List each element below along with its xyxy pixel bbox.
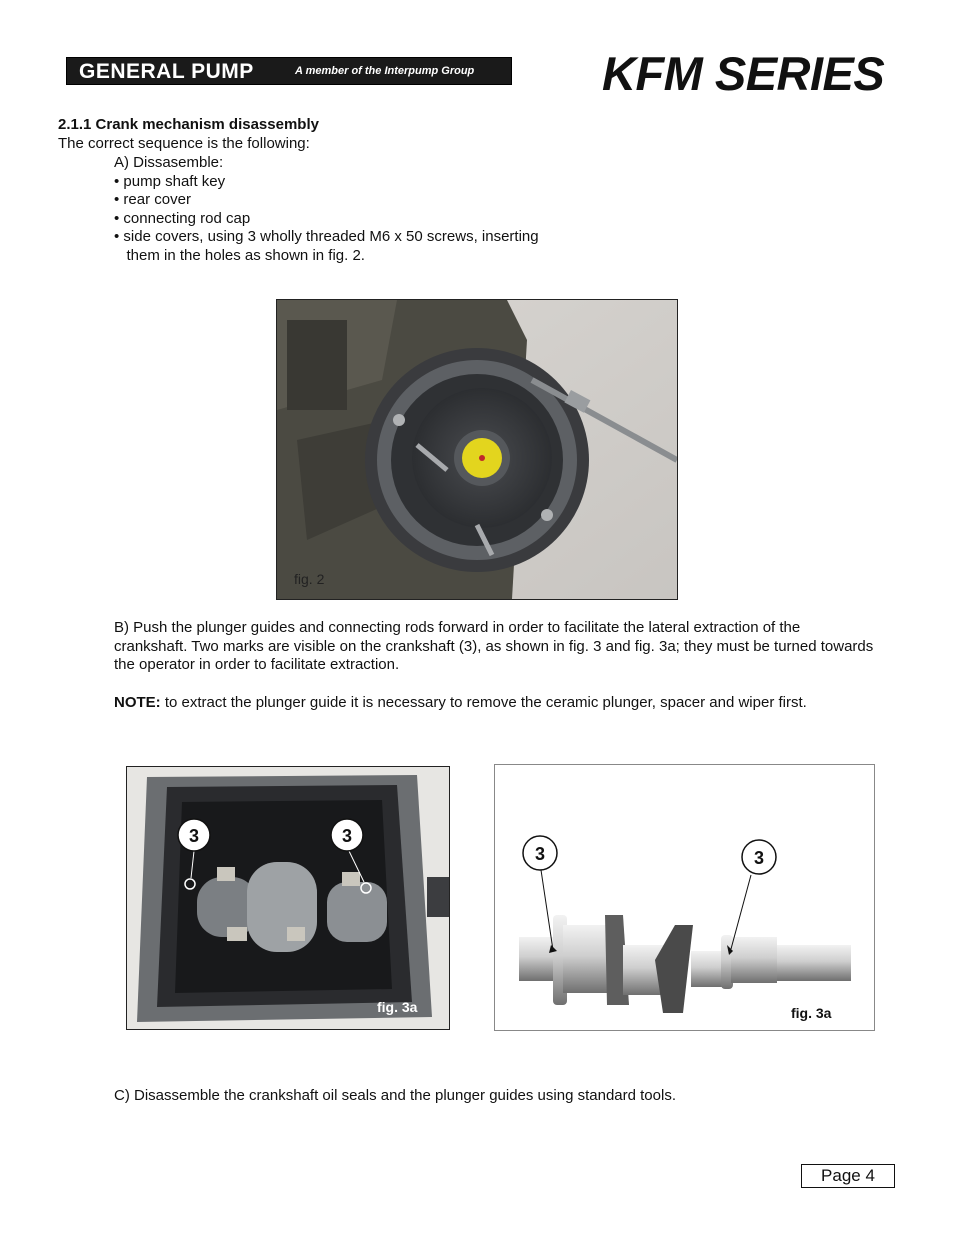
intro-text: The correct sequence is the following:: [58, 135, 310, 152]
fig3a-photo-illustration: [127, 767, 449, 1029]
fig2-caption: fig. 2: [294, 571, 325, 587]
fig3a-photo-caption: fig. 3a: [377, 999, 418, 1015]
fig3a-photo: [126, 766, 450, 1030]
fig3a-crankshaft-drawing: [495, 765, 874, 1030]
callout-3-right: 3: [753, 848, 765, 868]
step-a-list: [114, 154, 539, 266]
section-title: 2.1.1 Crank mechanism disassembly: [58, 116, 319, 133]
header-bar: [66, 57, 512, 85]
step-b-text: B) Push the plunger guides and connecting rods forward in order to facilitate the lateral extraction of the crankshaft. Two marks are visible on the crankshaft (3), as shown in fig. 3 and fig. 3a; they must be turned towards the operator in order to facilitate extraction.: [114, 619, 874, 674]
step-c-text: C) Disassemble the crankshaft oil seals and the plunger guides using standard tools.: [114, 1087, 676, 1104]
brand-tagline: A member of the Interpump Group: [295, 65, 475, 77]
series-title: KFM SERIES: [602, 47, 885, 100]
note-text: [114, 694, 874, 713]
list-item: • side covers, using 3 wholly threaded M6 x 50 screws, inserting: [114, 228, 539, 246]
note-label: NOTE:: [114, 694, 161, 711]
fig3a-drawing: [494, 764, 875, 1031]
callout-3-left: 3: [188, 826, 200, 846]
list-item: • connecting rod cap: [114, 209, 251, 227]
note-body: to extract the plunger guide it is necessary to remove the ceramic plunger, spacer and wiper first.: [160, 694, 807, 711]
callout-3-left: 3: [534, 844, 546, 864]
fig2-photo: [276, 299, 678, 600]
list-item: them in the holes as shown in fig. 2.: [114, 246, 365, 264]
fig2-illustration: [277, 300, 677, 599]
list-item: • pump shaft key: [114, 172, 226, 190]
brand-name: GENERAL PUMP: [79, 60, 254, 83]
page-number: Page 4: [801, 1164, 895, 1188]
fig3a-drawing-caption: fig. 3a: [791, 1005, 832, 1021]
callout-3-right: 3: [341, 826, 353, 846]
step-a-label: A) Dissasemble:: [114, 154, 224, 171]
list-item: • rear cover: [114, 191, 191, 209]
